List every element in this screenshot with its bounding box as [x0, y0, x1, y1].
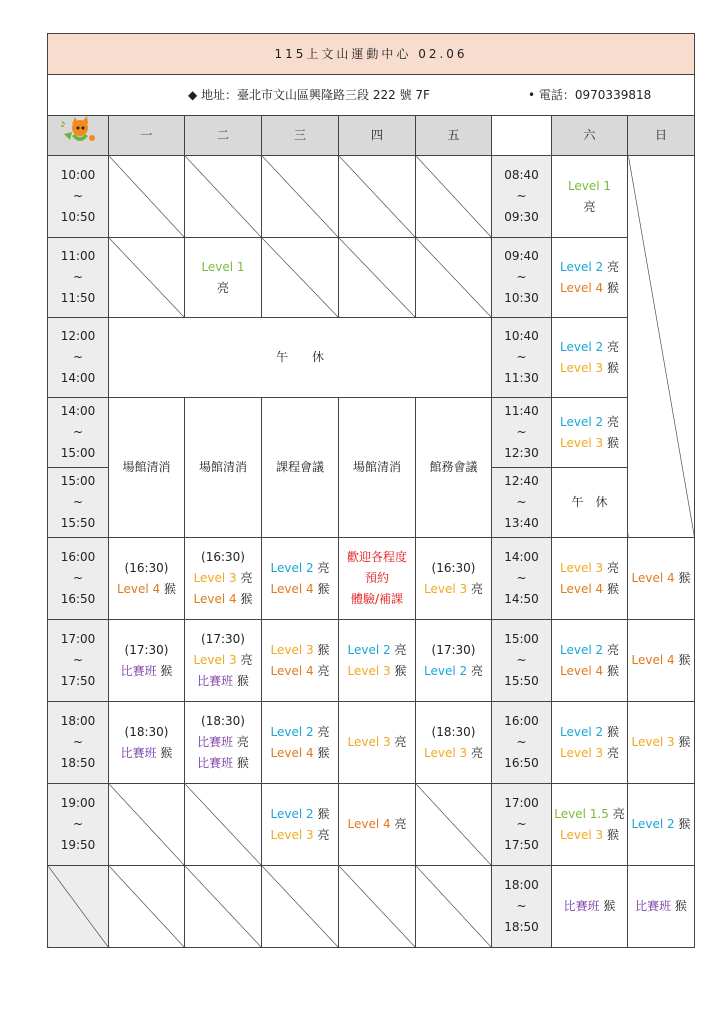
weekend-time-cell: 16:00 ~ 16:50 [492, 702, 552, 784]
weekday-time-cell: 19:00 ~ 19:50 [48, 784, 109, 866]
weekend-time-cell: 17:00 ~ 17:50 [492, 784, 552, 866]
trial-class-cell: 歡迎各程度 預約 體驗/補課 [339, 538, 416, 620]
lunch-break: 午 休 [109, 318, 492, 398]
sat-class-cell: Level 2 亮 Level 3 猴 [552, 318, 628, 398]
address-text: ◆ 地址：臺北市文山區興隆路三段 222 號 7F [188, 87, 430, 102]
sat-class-cell: Level 1.5 亮 Level 3 猴 [552, 784, 628, 866]
class-cell: (18:30) 比賽班 猴 [109, 702, 185, 784]
empty-slot [416, 866, 492, 948]
schedule-title: 115上文山運動中心 02.06 [48, 34, 695, 75]
header-fri: 五 [416, 116, 492, 156]
empty-slot [185, 156, 262, 238]
class-cell: (17:30) 比賽班 猴 [109, 620, 185, 702]
weekend-time-cell: 14:00 ~ 14:50 [492, 538, 552, 620]
weekday-time-cell: 17:00 ~ 17:50 [48, 620, 109, 702]
class-cell: (16:30) Level 4 猴 [109, 538, 185, 620]
class-cell: Level 4 亮 [339, 784, 416, 866]
class-cell: Level 2 亮 Level 4 猴 [262, 702, 339, 784]
class-cell: Level 2 亮 Level 3 猴 [339, 620, 416, 702]
empty-slot [339, 238, 416, 318]
sun-empty-slot [628, 156, 695, 538]
sat-class-cell: Level 2 亮 Level 4 猴 [552, 238, 628, 318]
empty-slot [416, 156, 492, 238]
sat-class-cell: Level 2 亮 Level 4 猴 [552, 620, 628, 702]
phone-text: • 電話：0970339818 [528, 87, 652, 102]
class-cell: (17:30) Level 2 亮 [416, 620, 492, 702]
meeting-cell: 課程會議 [262, 398, 339, 538]
weekend-time-cell: 11:40 ~ 12:30 [492, 398, 552, 468]
sat-class-cell: 比賽班 猴 [552, 866, 628, 948]
empty-slot [109, 866, 185, 948]
sat-class-cell: Level 2 亮 Level 3 猴 [552, 398, 628, 468]
empty-slot [109, 784, 185, 866]
weekend-time-cell: 12:40 ~ 13:40 [492, 468, 552, 538]
header-mon: 一 [109, 116, 185, 156]
class-cell: Level 2 亮 Level 4 猴 [262, 538, 339, 620]
empty-slot [339, 866, 416, 948]
weekday-time-cell: 18:00 ~ 18:50 [48, 702, 109, 784]
class-cell: (17:30) Level 3 亮 比賽班 猴 [185, 620, 262, 702]
weekend-time-cell: 09:40 ~ 10:30 [492, 238, 552, 318]
class-cell: (16:30) Level 3 亮 [416, 538, 492, 620]
sun-class-cell: 比賽班 猴 [628, 866, 695, 948]
class-cell: (16:30) Level 3 亮 Level 4 猴 [185, 538, 262, 620]
empty-slot [262, 238, 339, 318]
cleaning-cell: 場館清消 [185, 398, 262, 538]
mascot-logo [48, 116, 109, 156]
header-wed: 三 [262, 116, 339, 156]
sun-class-cell: Level 2 猴 [628, 784, 695, 866]
sun-class-cell: Level 4 猴 [628, 620, 695, 702]
class-cell: Level 2 猴 Level 3 亮 [262, 784, 339, 866]
weekday-time-cell: 12:00 ~ 14:00 [48, 318, 109, 398]
class-cell: Level 3 亮 [339, 702, 416, 784]
empty-slot [262, 156, 339, 238]
empty-slot [416, 784, 492, 866]
header-sat: 六 [552, 116, 628, 156]
class-cell: Level 3 猴 Level 4 亮 [262, 620, 339, 702]
fox-mascot-icon [58, 116, 98, 148]
sat-class-cell: Level 1 亮 [552, 156, 628, 238]
class-cell: (18:30) 比賽班 亮 比賽班 猴 [185, 702, 262, 784]
header-thu: 四 [339, 116, 416, 156]
header-tue: 二 [185, 116, 262, 156]
weekday-time-cell: 15:00 ~ 15:50 [48, 468, 109, 538]
empty-slot [262, 866, 339, 948]
class-cell: (18:30) Level 3 亮 [416, 702, 492, 784]
sat-lunch-break: 午 休 [552, 468, 628, 538]
schedule-sheet [47, 33, 695, 948]
weekend-time-cell: 10:40 ~ 11:30 [492, 318, 552, 398]
sat-class-cell: Level 2 猴 Level 3 亮 [552, 702, 628, 784]
class-cell: Level 1 亮 [185, 238, 262, 318]
sun-class-cell: Level 4 猴 [628, 538, 695, 620]
empty-slot [185, 784, 262, 866]
weekday-time-cell: 10:00 ~ 10:50 [48, 156, 109, 238]
meeting-cell: 館務會議 [416, 398, 492, 538]
sat-class-cell: Level 3 亮 Level 4 猴 [552, 538, 628, 620]
weekday-time-cell: 14:00 ~ 15:00 [48, 398, 109, 468]
empty-slot [416, 238, 492, 318]
empty-time-slot [48, 866, 109, 948]
sun-class-cell: Level 3 猴 [628, 702, 695, 784]
contact-row [48, 75, 695, 116]
weekend-time-cell: 18:00 ~ 18:50 [492, 866, 552, 948]
weekday-time-cell: 11:00 ~ 11:50 [48, 238, 109, 318]
empty-slot [109, 156, 185, 238]
empty-slot [109, 238, 185, 318]
empty-slot [185, 866, 262, 948]
weekend-time-cell: 08:40 ~ 09:30 [492, 156, 552, 238]
weekend-time-cell: 15:00 ~ 15:50 [492, 620, 552, 702]
cleaning-cell: 場館清消 [109, 398, 185, 538]
empty-slot [339, 156, 416, 238]
header-blank [492, 116, 552, 156]
schedule-table [47, 33, 695, 948]
weekday-time-cell: 16:00 ~ 16:50 [48, 538, 109, 620]
cleaning-cell: 場館清消 [339, 398, 416, 538]
header-sun: 日 [628, 116, 695, 156]
